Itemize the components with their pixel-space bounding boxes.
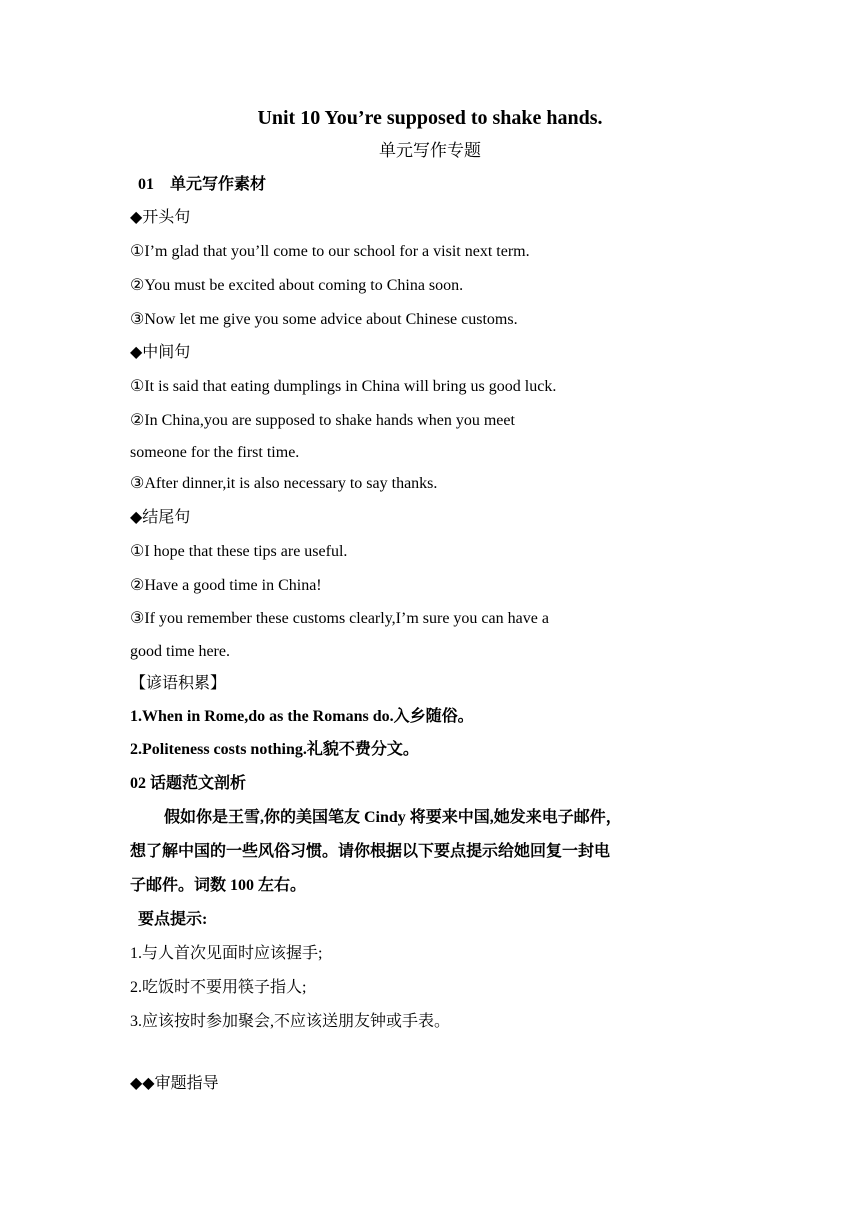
ending-sentence-3: ③If you remember these customs clearly,I’m sure you can have a [130, 610, 549, 627]
middle-sentence-2: ②In China,you are supposed to shake hands when you meet [130, 412, 515, 429]
ending-sentence-2: ②Have a good time in China! [130, 577, 322, 594]
middle-heading: ◆中间句 [130, 344, 191, 361]
middle-sentence-1: ①It is said that eating dumplings in China will bring us good luck. [130, 378, 557, 395]
key-points-heading: 要点提示: [138, 911, 208, 928]
ending-sentence-1: ①I hope that these tips are useful. [130, 543, 348, 560]
writing-prompt-line-1: 假如你是王雪,你的美国笔友 Cindy 将要来中国,她发来电子邮件， [164, 809, 622, 826]
opening-heading: ◆开头句 [130, 209, 191, 226]
ending-sentence-3-cont: good time here. [130, 643, 230, 660]
proverb-2: 2.Politeness costs nothing.礼貌不费分文。 [130, 741, 419, 758]
page-title: Unit 10 You’re supposed to shake hands. [257, 107, 603, 129]
proverbs-heading: 【谚语积累】 [130, 675, 227, 692]
opening-sentence-1: ①I’m glad that you’ll come to our school for a visit next term. [130, 243, 530, 260]
middle-sentence-3: ③After dinner,it is also necessary to say thanks. [130, 475, 438, 492]
section-heading-sample: 02 话题范文剖析 [130, 775, 247, 792]
middle-sentence-2-cont: someone for the first time. [130, 444, 300, 461]
ending-heading: ◆结尾句 [130, 509, 191, 526]
opening-sentence-2: ②You must be excited about coming to China soon. [130, 277, 464, 294]
writing-prompt-line-2: 想了解中国的一些风俗习惯。请你根据以下要点提示给她回复一封电 [130, 843, 611, 860]
section-heading-materials: 01 单元写作素材 [138, 176, 267, 193]
key-point-1: 1.与人首次见面时应该握手; [130, 945, 323, 962]
key-point-3: 3.应该按时参加聚会,不应该送朋友钟或手表。 [130, 1013, 451, 1030]
page-subtitle: 单元写作专题 [379, 141, 481, 160]
key-point-2: 2.吃饭时不要用筷子指人; [130, 979, 307, 996]
guide-heading: ◆◆审题指导 [130, 1075, 219, 1092]
opening-sentence-3: ③Now let me give you some advice about Chinese customs. [130, 311, 518, 328]
proverb-1: 1.When in Rome,do as the Romans do.入乡随俗。 [130, 708, 474, 725]
writing-prompt-line-3: 子邮件。词数 100 左右。 [130, 877, 307, 894]
